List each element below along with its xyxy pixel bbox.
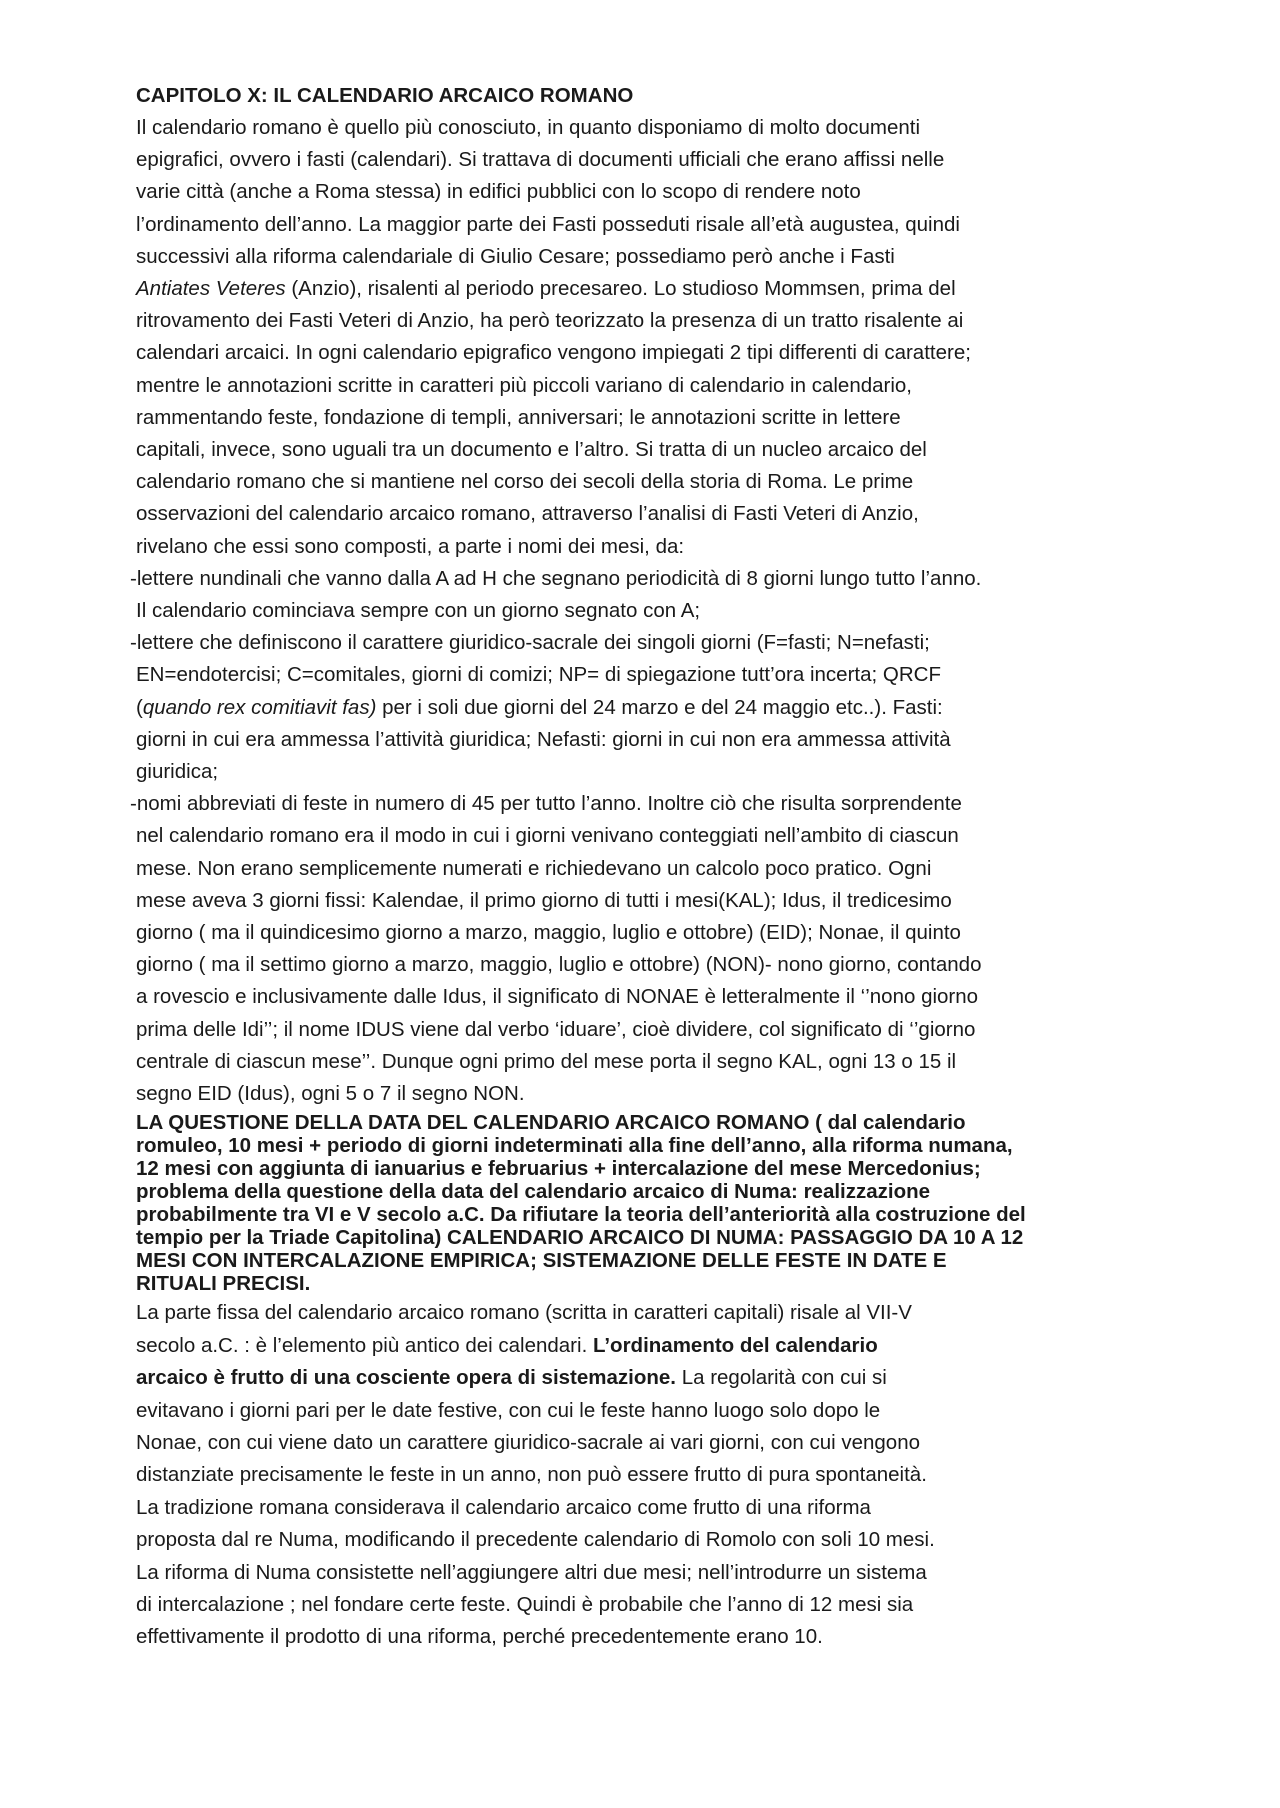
text-line: distanziate precisamente le feste in un anno, non può essere frutto di pura spontaneità. [136, 1463, 927, 1487]
text-line [136, 273, 1196, 305]
text-line: nel calendario romano era il modo in cui i giorni venivano conteggiati nell’ambito di ciascun [136, 824, 959, 848]
heading-line: tempio per la Triade Capitolina) CALENDARIO ARCAICO DI NUMA: PASSAGGIO DA 10 A 12 [136, 1226, 1024, 1250]
text-line [136, 1362, 1196, 1394]
document-page [130, 80, 1196, 1654]
bold-phrase: L’ordinamento del calendario [592, 1333, 878, 1357]
text-line: mentre le annotazioni scritte in caratteri più piccoli variano di calendario in calendario, [136, 373, 912, 397]
text-line: ritrovamento dei Fasti Veteri di Anzio, ha però teorizzato la presenza di un tratto risalente ai [136, 309, 964, 333]
text-line: calendari arcaici. In ogni calendario epigrafico vengono impiegati 2 tipi differenti di carattere; [136, 341, 971, 365]
italic-term: Antiates Veteres [136, 277, 286, 301]
chapter-title: CAPITOLO X: IL CALENDARIO ARCAICO ROMANO [136, 84, 634, 107]
italic-term: quando rex comitiavit fas) [142, 695, 377, 719]
text-line: calendario romano che si mantiene nel corso dei secoli della storia di Roma. Le prime [136, 470, 914, 494]
text-line: di intercalazione ; nel fondare certe feste. Quindi è probabile che l’anno di 12 mesi sia [136, 1592, 914, 1616]
closing-paragraph [136, 1297, 1196, 1653]
text-line: giorno ( ma il quindicesimo giorno a marzo, maggio, luglio e ottobre) (EID); Nonae, il quinto [136, 921, 961, 945]
text-line: epigrafici, ovvero i fasti (calendari). Si trattava di documenti ufficiali che erano affissi nelle [136, 148, 945, 172]
intro-paragraph [136, 112, 1196, 563]
text-line: La riforma di Numa consistette nell’aggiungere altri due mesi; nell’introdurre un sistema [136, 1560, 927, 1584]
text-line: La tradizione romana considerava il calendario arcaico come frutto di una riforma [136, 1495, 871, 1519]
text-line: evitavano i giorni pari per le date festive, con cui le feste hanno luogo solo dopo le [136, 1398, 881, 1422]
text-line: effettivamente il prodotto di una riforma, perché precedentemente erano 10. [136, 1625, 823, 1649]
text-line: prima delle Idi’’; il nome IDUS viene dal verbo ‘iduare’, cioè dividere, col significato di ‘’giorno [136, 1017, 976, 1041]
text-line: giuridica; [136, 760, 219, 784]
heading-line: probabilmente tra VI e V secolo a.C. Da rifiutare la teoria dell’anteriorità alla costruzione del [136, 1203, 1026, 1227]
text-line: centrale di ciascun mese’’. Dunque ogni primo del mese porta il segno KAL, ogni 13 o 15 il [136, 1049, 957, 1073]
text-line [136, 1330, 1196, 1362]
text-line: varie città (anche a Roma stessa) in edifici pubblici con lo scopo di rendere noto [136, 180, 861, 204]
text-line: segno EID (Idus), ogni 5 o 7 il segno NON. [136, 1082, 525, 1106]
text-line: a rovescio e inclusivamente dalle Idus, il significato di NONAE è letteralmente il ‘’nono giorno [136, 985, 979, 1009]
heading-line: problema della questione della data del calendario arcaico di Numa: realizzazione [136, 1180, 931, 1204]
text-line: rivelano che essi sono composti, a parte i nomi dei mesi, da: [136, 534, 685, 558]
list-item: -lettere nundinali che vanno dalla A ad H che segnano periodicità di 8 giorni lungo tutto l’anno. [130, 566, 982, 590]
text-fragment: La regolarità con cui si [676, 1366, 887, 1390]
heading-line: RITUALI PRECISI. [136, 1272, 311, 1296]
text-line: giorni in cui era ammessa l’attività giuridica; Nefasti: giorni in cui non era ammessa attività [136, 727, 951, 751]
text-fragment: secolo a.C. : è l’elemento più antico dei calendari. [136, 1333, 593, 1357]
heading-line: romuleo, 10 mesi + periodo di giorni indeterminati alla fine dell’anno, alla riforma numana, [136, 1134, 1013, 1158]
text-line: rammentando feste, fondazione di templi, anniversari; le annotazioni scritte in lettere [136, 405, 901, 429]
heading-line: LA QUESTIONE DELLA DATA DEL CALENDARIO ARCAICO ROMANO ( dal calendario [136, 1111, 966, 1135]
text-line: Nonae, con cui viene dato un carattere giuridico-sacrale ai vari giorni, con cui vengono [136, 1430, 921, 1454]
list-section [130, 563, 1196, 1110]
text-line: mese aveva 3 giorni fissi: Kalendae, il primo giorno di tutti i mesi(KAL); Idus, il tredicesimo [136, 888, 952, 912]
text-line: capitali, invece, sono uguali tra un documento e l’altro. Si tratta di un nucleo arcaico del [136, 438, 927, 462]
text-fragment: per i soli due giorni del 24 marzo e del 24 maggio etc..). Fasti: [376, 695, 943, 719]
text-line: Il calendario romano è quello più conosciuto, in quanto disponiamo di molto documenti [136, 116, 921, 139]
text-line: mese. Non erano semplicemente numerati e richiedevano un calcolo poco pratico. Ogni [136, 856, 932, 880]
text-fragment: ( [136, 695, 143, 719]
text-line: La parte fissa del calendario arcaico romano (scritta in caratteri capitali) risale al VII-V [136, 1301, 912, 1325]
heading-line: 12 mesi con aggiunta di ianuarius e februarius + intercalazione del mese Mercedonius; [136, 1157, 981, 1181]
text-line: osservazioni del calendario arcaico romano, attraverso l’analisi di Fasti Veteri di Anzio, [136, 502, 919, 526]
text-line [136, 692, 1196, 724]
text-line: successivi alla riforma calendariale di Giulio Cesare; possediamo però anche i Fasti [136, 244, 895, 268]
text-line: proposta dal re Numa, modificando il precedente calendario di Romolo con soli 10 mesi. [136, 1528, 935, 1552]
text-line: EN=endotercisi; C=comitales, giorni di comizi; NP= di spiegazione tutt’ora incerta; QRCF [136, 663, 941, 687]
text-line: Il calendario cominciava sempre con un giorno segnato con A; [136, 599, 701, 623]
text-fragment: (Anzio), risalenti al periodo precesareo. Lo studioso Mommsen, prima del [285, 277, 956, 301]
text-line: l’ordinamento dell’anno. La maggior parte dei Fasti posseduti risale all’età augustea, quindi [136, 212, 960, 236]
text-line: giorno ( ma il settimo giorno a marzo, maggio, luglio e ottobre) (NON)- nono giorno, contando [136, 953, 982, 977]
list-item: -lettere che definiscono il carattere giuridico-sacrale dei singoli giorni (F=fasti; N=nefasti; [130, 631, 930, 655]
heading-line: MESI CON INTERCALAZIONE EMPIRICA; SISTEMAZIONE DELLE FESTE IN DATE E [136, 1249, 947, 1273]
list-item: -nomi abbreviati di feste in numero di 45 per tutto l’anno. Inoltre ciò che risulta sorprendente [130, 792, 962, 816]
bold-phrase: arcaico è frutto di una cosciente opera di sistemazione. [136, 1366, 676, 1390]
section-heading [136, 1111, 1196, 1295]
